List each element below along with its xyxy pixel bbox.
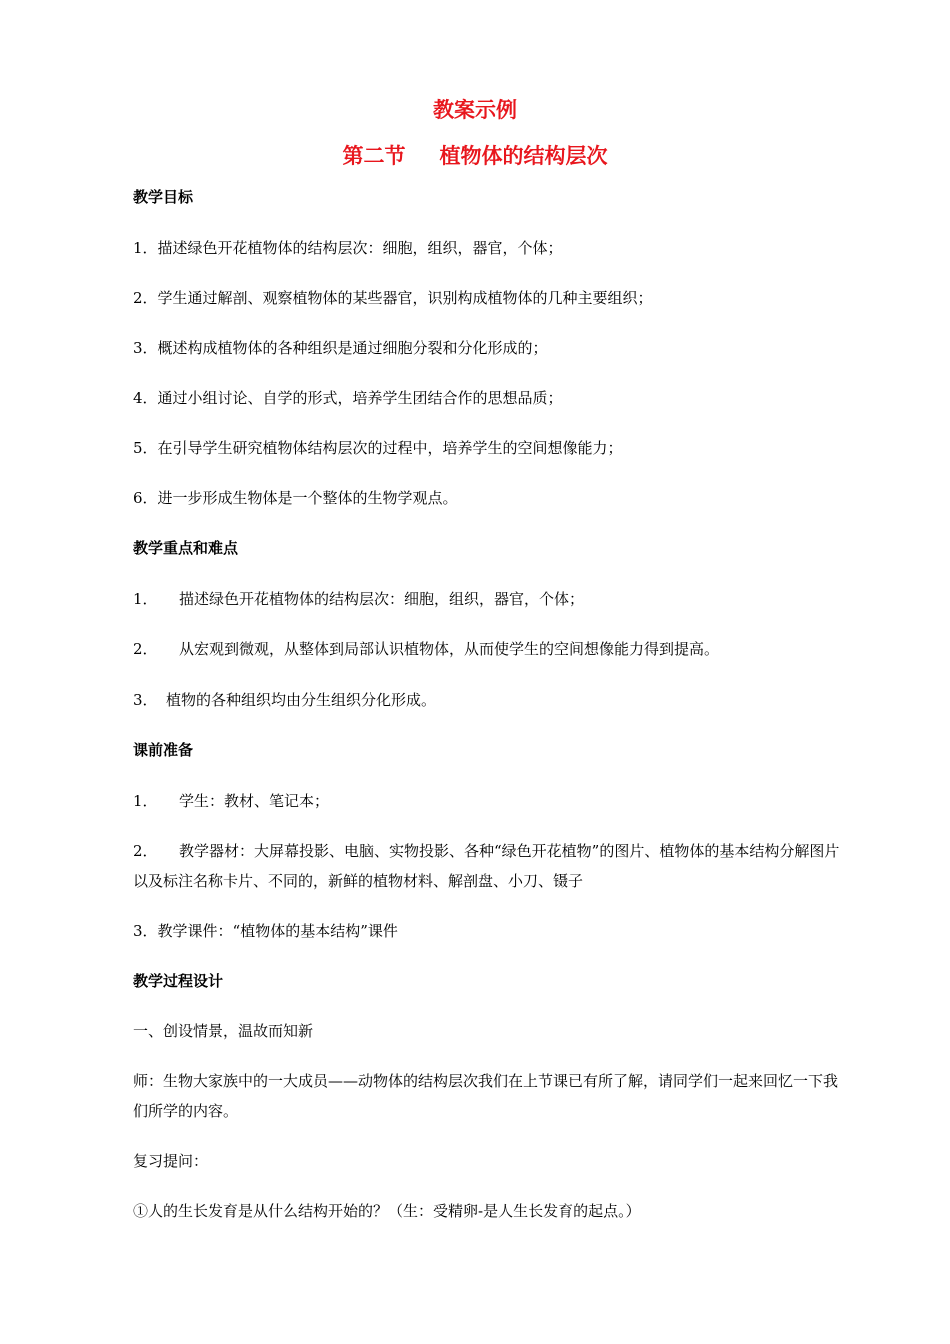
key-point-number: 3．: [133, 691, 158, 709]
preparation-text: 学生：教材、笔记本；: [179, 792, 330, 810]
goal-item: 4．通过小组讨论、自学的形式，培养学生团结合作的思想品质；: [133, 389, 563, 407]
key-point-number: 1．: [133, 590, 158, 608]
preparation-text: 教学器材：大屏幕投影、电脑、实物投影、各种“绿色开花植物”的图片、植物体的基本结构分解图片以及标注名称卡片、不同的，新鲜的植物材料、解剖盘、小刀、镊子: [133, 842, 840, 890]
section-title: [0, 142, 950, 170]
key-point-item: [133, 638, 719, 660]
section-number: 第二节: [342, 144, 406, 168]
section-name: 植物体的结构层次: [439, 144, 608, 168]
preparation-item: [133, 790, 329, 812]
key-point-item: [133, 689, 436, 711]
preparation-number: 1．: [133, 792, 158, 810]
goal-item: 1．描述绿色开花植物体的结构层次：细胞，组织，器官，个体；: [133, 239, 563, 257]
preparation-number: 3．: [133, 922, 158, 940]
key-point-text: 从宏观到微观，从整体到局部认识植物体，从而使学生的空间想像能力得到提高。: [179, 640, 720, 658]
document-title: 教案示例: [433, 98, 517, 122]
preparation-number: 2．: [133, 842, 158, 860]
key-point-number: 2．: [133, 640, 158, 658]
key-point-text: 描述绿色开花植物体的结构层次：细胞，组织，器官，个体；: [179, 590, 585, 608]
preparation-item: [133, 920, 398, 942]
preparation-heading: 课前准备: [133, 741, 194, 759]
process-step: 一、创设情景，温故而知新: [133, 1022, 314, 1040]
review-question: ①人的生长发育是从什么结构开始的？（生：受精卵-是人生长发育的起点。）: [133, 1202, 641, 1220]
goal-item: 5．在引导学生研究植物体结构层次的过程中，培养学生的空间想像能力；: [133, 439, 623, 457]
review-label: 复习提问：: [133, 1152, 209, 1170]
goal-item: 6．进一步形成生物体是一个整体的生物学观点。: [133, 489, 458, 507]
preparation-item: [133, 836, 849, 896]
goal-item: 3．概述构成植物体的各种组织是通过细胞分裂和分化形成的；: [133, 339, 548, 357]
goal-item: 2．学生通过解剖、观察植物体的某些器官，识别构成植物体的几种主要组织；: [133, 289, 653, 307]
key-point-item: [133, 588, 584, 610]
key-point-text: 植物的各种组织均由分生组织分化形成。: [166, 691, 437, 709]
goals-heading: 教学目标: [133, 188, 194, 206]
preparation-text: 教学课件：“植物体的基本结构”课件: [157, 922, 398, 940]
key-points-heading: 教学重点和难点: [133, 539, 239, 557]
process-heading: 教学过程设计: [133, 972, 224, 990]
teacher-paragraph: 师：生物大家族中的一大成员——动物体的结构层次我们在上节课已有所了解，请同学们一起来回忆一下我们所学的内容。: [133, 1072, 839, 1120]
